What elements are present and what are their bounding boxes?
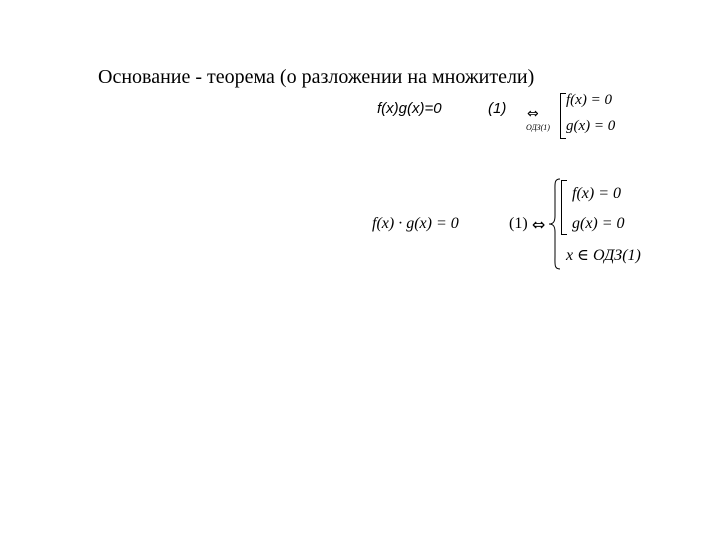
domain-condition: x ∈ ОДЗ(1) (566, 247, 641, 264)
equation-product: f(x) · g(x) = 0 (372, 215, 459, 232)
equation-number-2: (1) (509, 215, 528, 232)
case-g: g(x) = 0 (566, 118, 616, 134)
equivalence-arrow: ⇔ (527, 106, 539, 122)
disjunction-bracket-2 (561, 180, 567, 235)
slide-title: Основание - теорема (о разложении на множители) (98, 66, 535, 88)
equation-number-1: (1) (488, 100, 507, 117)
arrow-subscript: ОДЗ(1) (526, 123, 550, 132)
equivalence-arrow-2: ⇔ (532, 215, 546, 234)
case-f: f(x) = 0 (566, 92, 612, 108)
equation-product-short: f(x)g(x)=0 (377, 100, 442, 117)
system-brace (548, 178, 562, 270)
system-case-f: f(x) = 0 (572, 185, 621, 202)
system-case-g: g(x) = 0 (572, 215, 625, 232)
